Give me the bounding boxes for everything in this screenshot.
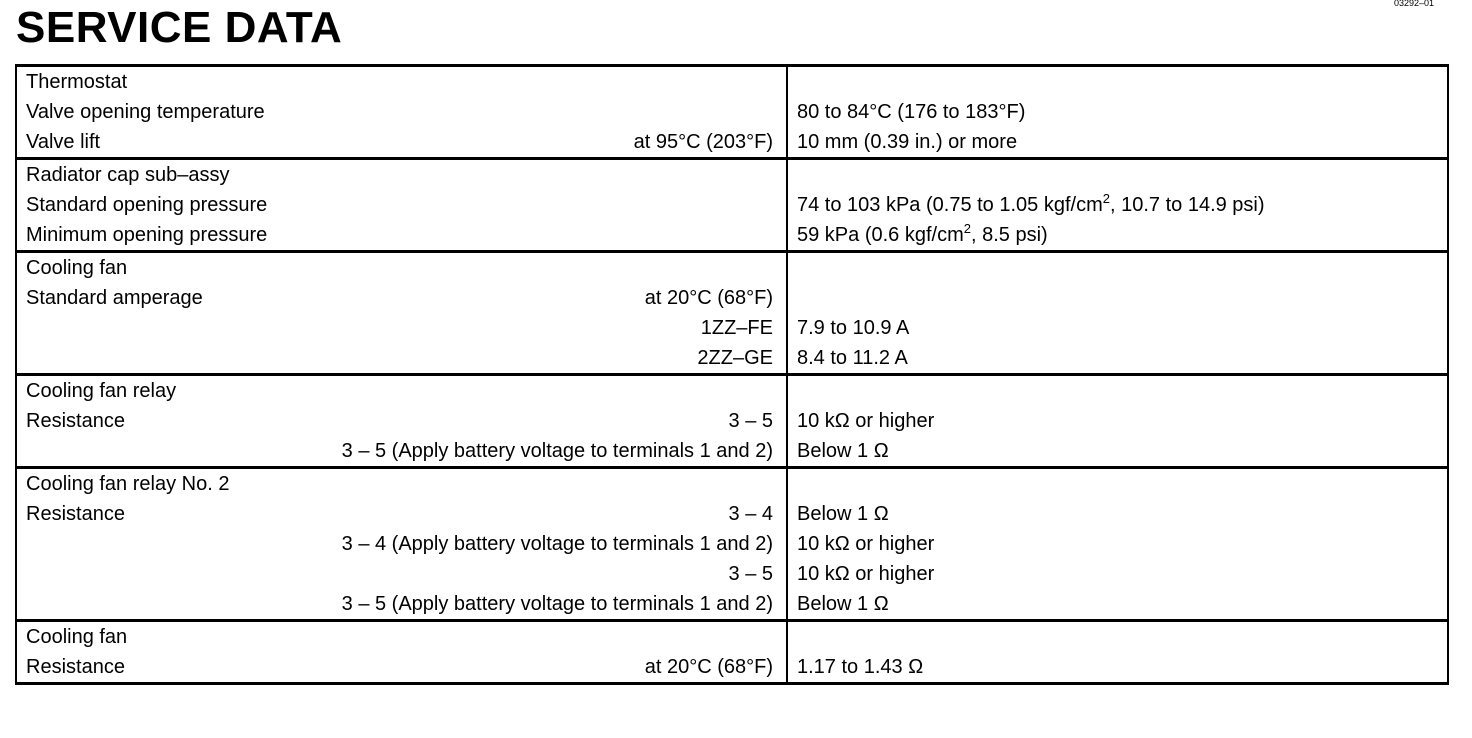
value-spacer-row [788, 160, 1447, 190]
spec-value: 7.9 to 10.9 A [797, 317, 910, 339]
spec-item-cell [16, 252, 787, 375]
spec-label: Resistance [26, 410, 125, 432]
section-cooling-fan-relay [16, 375, 1448, 468]
spec-label: Standard opening pressure [26, 194, 268, 216]
spec-value: Below 1 Ω [797, 593, 889, 615]
spec-value: 80 to 84°C (176 to 183°F) [797, 101, 1026, 123]
spec-value-cell [787, 375, 1448, 468]
spec-value-text: , 10.7 to 14.9 psi) [1109, 194, 1265, 216]
section-heading: Cooling fan relay No. 2 [26, 473, 230, 495]
value-spacer-row [788, 469, 1447, 499]
spec-condition: at 20°C (68°F) [644, 656, 773, 678]
spec-row [17, 559, 786, 589]
spec-value-row [788, 97, 1447, 127]
spec-value-row [788, 313, 1447, 343]
service-data-table [15, 64, 1449, 685]
spec-row [17, 499, 786, 529]
spec-condition: at 95°C (203°F) [633, 131, 773, 153]
spec-value-row [788, 190, 1447, 220]
spec-value: 10 kΩ or higher [797, 410, 935, 432]
section-heading-row [17, 469, 786, 499]
spec-row [17, 652, 786, 682]
section-thermostat [16, 66, 1448, 159]
spec-value-cell [787, 621, 1448, 684]
spec-row [17, 220, 786, 250]
spec-label: Valve lift [26, 131, 101, 153]
spec-item-cell [16, 66, 787, 159]
spec-value-cell [787, 66, 1448, 159]
section-cooling-fan-resistance [16, 621, 1448, 684]
spec-value-row [788, 406, 1447, 436]
spec-row [17, 436, 786, 466]
spec-value-row [788, 436, 1447, 466]
spec-value-cell [787, 468, 1448, 621]
section-cooling-fan-amperage [16, 252, 1448, 375]
spec-row [17, 589, 786, 619]
spec-value-text: 59 kPa (0.6 kgf/cm [797, 224, 964, 246]
spec-value: 10 mm (0.39 in.) or more [797, 131, 1018, 153]
spec-condition: 2ZZ–GE [697, 347, 773, 369]
spec-value: 10 kΩ or higher [797, 533, 935, 555]
value-spacer-row [788, 67, 1447, 97]
section-heading-row [17, 67, 786, 97]
spec-value: 8.4 to 11.2 A [797, 347, 908, 369]
value-spacer-row [788, 253, 1447, 283]
spec-label: Resistance [26, 503, 125, 525]
spec-row [17, 127, 786, 157]
spec-value-row [788, 529, 1447, 559]
section-heading-row [17, 253, 786, 283]
page-title: SERVICE DATA [16, 3, 343, 52]
spec-value: 1.17 to 1.43 Ω [797, 656, 924, 678]
spec-condition: 3 – 4 (Apply battery voltage to terminals 1 and 2) [341, 533, 773, 555]
spec-value [797, 220, 1048, 250]
spec-value-row [788, 652, 1447, 682]
spec-row [17, 313, 786, 343]
spec-row [17, 343, 786, 373]
spec-item-cell [16, 468, 787, 621]
spec-value-cell [787, 252, 1448, 375]
section-heading-row [17, 622, 786, 652]
spec-value-row [788, 283, 1447, 313]
spec-condition: 3 – 5 (Apply battery voltage to terminals 1 and 2) [341, 593, 773, 615]
spec-value: 10 kΩ or higher [797, 563, 935, 585]
section-heading: Cooling fan [26, 257, 128, 279]
spec-condition: 1ZZ–FE [700, 317, 773, 339]
section-heading: Radiator cap sub–assy [26, 164, 230, 186]
spec-condition: at 20°C (68°F) [644, 287, 773, 309]
superscript: 2 [1102, 191, 1110, 206]
spec-item-cell [16, 621, 787, 684]
spec-value-text: 74 to 103 kPa (0.75 to 1.05 kgf/cm [797, 194, 1103, 216]
spec-value-row [788, 343, 1447, 373]
section-radiator-cap [16, 159, 1448, 252]
spec-row [17, 97, 786, 127]
spec-item-cell [16, 159, 787, 252]
spec-value-row [788, 127, 1447, 157]
spec-value-cell [787, 159, 1448, 252]
section-heading: Thermostat [26, 71, 128, 93]
value-spacer-row [788, 622, 1447, 652]
section-cooling-fan-relay-no2 [16, 468, 1448, 621]
spec-value-text: , 8.5 psi) [970, 224, 1048, 246]
spec-value [797, 190, 1265, 220]
spec-row [17, 190, 786, 220]
spec-value-row [788, 589, 1447, 619]
section-heading: Cooling fan relay [26, 380, 177, 402]
spec-condition: 3 – 5 [728, 563, 773, 585]
spec-item-cell [16, 375, 787, 468]
spec-label: Standard amperage [26, 287, 203, 309]
superscript: 2 [963, 221, 971, 236]
spec-row [17, 283, 786, 313]
spec-value-row [788, 220, 1447, 250]
spec-condition: 3 – 4 [728, 503, 773, 525]
spec-label: Valve opening temperature [26, 101, 265, 123]
value-spacer-row [788, 376, 1447, 406]
spec-label: Resistance [26, 656, 125, 678]
section-heading: Cooling fan [26, 626, 128, 648]
spec-value: Below 1 Ω [797, 440, 889, 462]
spec-value-row [788, 559, 1447, 589]
spec-value-row [788, 499, 1447, 529]
spec-row [17, 529, 786, 559]
spec-value: Below 1 Ω [797, 503, 889, 525]
spec-row [17, 406, 786, 436]
spec-label: Minimum opening pressure [26, 224, 268, 246]
section-heading-row [17, 160, 786, 190]
section-heading-row [17, 376, 786, 406]
spec-condition: 3 – 5 (Apply battery voltage to terminals 1 and 2) [341, 440, 773, 462]
spec-condition: 3 – 5 [728, 410, 773, 432]
document-code: 03292–01 [1393, 0, 1434, 8]
